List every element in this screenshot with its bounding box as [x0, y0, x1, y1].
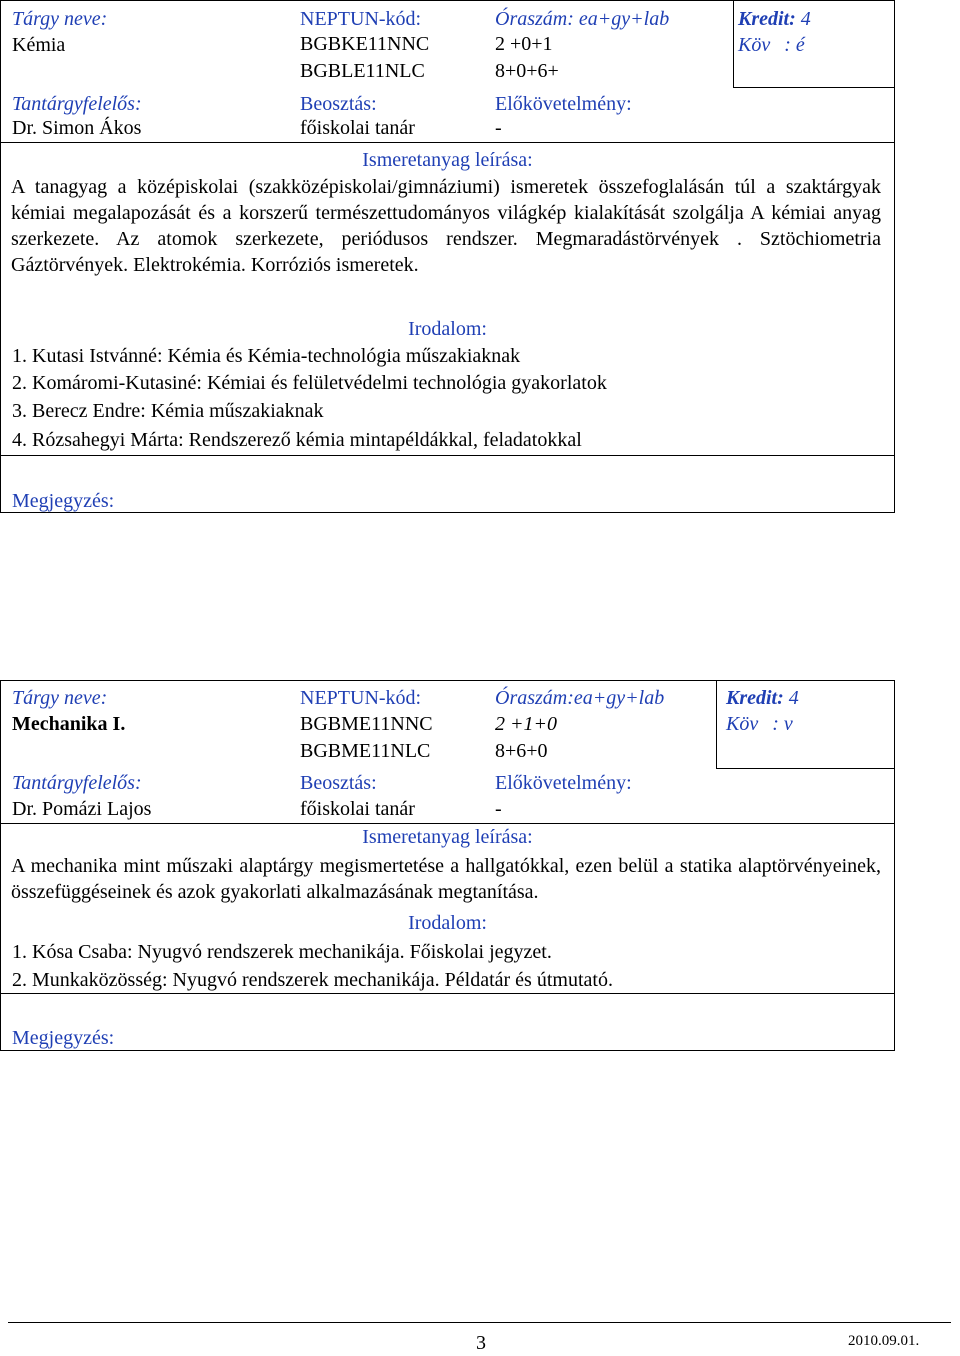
literature-label: Irodalom:: [408, 912, 487, 934]
credit: [726, 685, 799, 711]
exam-label: Köv: [738, 34, 771, 56]
description-text: A mechanika mint műszaki alaptárgy megismertetése a hallgatókkal, ezen belül a statika alaptörvényeinek, összefüggéseinek és azok gyakorlati alkalmazásának megtanítása.: [11, 855, 881, 903]
neptun-label: NEPTUN-kód:: [300, 8, 422, 30]
hours-value-2: 8+6+0: [495, 740, 548, 762]
exam-value: : é: [784, 34, 805, 56]
hours-label: Óraszám:: [495, 8, 574, 30]
literature-item: 2. Munkaközösség: Nyugvó rendszerek mechanikája. Példatár és útmutató.: [12, 969, 613, 991]
position-label: Beosztás:: [300, 772, 377, 794]
literature-item: 3. Berecz Endre: Kémia műszakiaknak: [12, 400, 324, 422]
neptun-code-2: BGBME11NLC: [300, 740, 431, 762]
subject-name: Kémia: [12, 34, 66, 56]
description-label: Ismeretanyag leírása:: [362, 149, 533, 171]
literature-label: Irodalom:: [408, 318, 487, 340]
subject-label: Tárgy neve:: [12, 687, 108, 709]
notes-label: Megjegyzés:: [12, 1027, 115, 1049]
credit-label: Kredit:: [726, 687, 784, 709]
credit: [738, 6, 811, 32]
description-label: Ismeretanyag leírása:: [362, 826, 533, 848]
literature-item: 1. Kósa Csaba: Nyugvó rendszerek mechanikája. Főiskolai jegyzet.: [12, 941, 552, 963]
credit-value: 4: [783, 687, 799, 709]
footer-date: 2010.09.01.: [848, 1333, 920, 1349]
neptun-code-1: BGBKE11NNC: [300, 33, 430, 55]
exam: [738, 32, 805, 58]
exam-value: : v: [772, 713, 793, 735]
responsible-label: Tantárgyfelelős:: [12, 772, 142, 794]
subject-name: Mechanika I.: [12, 713, 126, 735]
prereq-label: Előkövetelmény:: [495, 93, 632, 115]
hours-label-rest: ea+gy+lab: [573, 687, 665, 709]
neptun-code-2: BGBLE11NLC: [300, 60, 425, 82]
prereq-value: -: [495, 798, 502, 820]
prereq-label: Előkövetelmény:: [495, 772, 632, 794]
subject-label: Tárgy neve:: [12, 8, 108, 30]
neptun-code-1: BGBME11NNC: [300, 713, 433, 735]
exam-label: Köv: [726, 713, 759, 735]
hours-header: [495, 685, 664, 711]
notes-label: Megjegyzés:: [12, 490, 115, 512]
responsible-name: Dr. Simon Ákos: [12, 117, 142, 139]
hours-value-1: 2 +1+0: [495, 713, 557, 735]
literature-item: 1. Kutasi Istvánné: Kémia és Kémia-technológia műszakiaknak: [12, 345, 521, 367]
neptun-label: NEPTUN-kód:: [300, 687, 422, 709]
description-text: A tanagyag a középiskolai (szakközépiskolai/gimnáziumi) ismeretek összefoglalásán túl a szaktárgyak kémiai megalapozását és a korszerű természettudományos világkép kialakítását szolgálja A kémiai anyag szerkezete. Az atomok szerkezete, periódusos rendszer. Megmaradástörvények . Sztöchiometria Gáztörvények. Elektrokémia. Korróziós ismeretek.: [11, 176, 881, 276]
exam: [726, 711, 793, 737]
literature-item: 4. Rózsahegyi Márta: Rendszerező kémia mintapéldákkal, feladatokkal: [12, 429, 582, 451]
credit-value: 4: [795, 8, 811, 30]
hours-label: Óraszám:: [495, 687, 574, 709]
footer-divider: [8, 1322, 951, 1323]
hours-value-2: 8+0+6+: [495, 60, 559, 82]
literature-item: 2. Komáromi-Kutasiné: Kémiai és felületvédelmi technológia gyakorlatok: [12, 372, 607, 394]
prereq-value: -: [495, 117, 502, 139]
responsible-label: Tantárgyfelelős:: [12, 93, 142, 115]
hours-header: [495, 6, 669, 32]
position-value: főiskolai tanár: [300, 117, 415, 139]
position-label: Beosztás:: [300, 93, 377, 115]
hours-label-rest: ea+gy+lab: [573, 8, 670, 30]
hours-value-1: 2 +0+1: [495, 33, 553, 55]
position-value: főiskolai tanár: [300, 798, 415, 820]
responsible-name: Dr. Pomázi Lajos: [12, 798, 152, 820]
credit-label: Kredit:: [738, 8, 796, 30]
page-number: 3: [476, 1332, 486, 1354]
